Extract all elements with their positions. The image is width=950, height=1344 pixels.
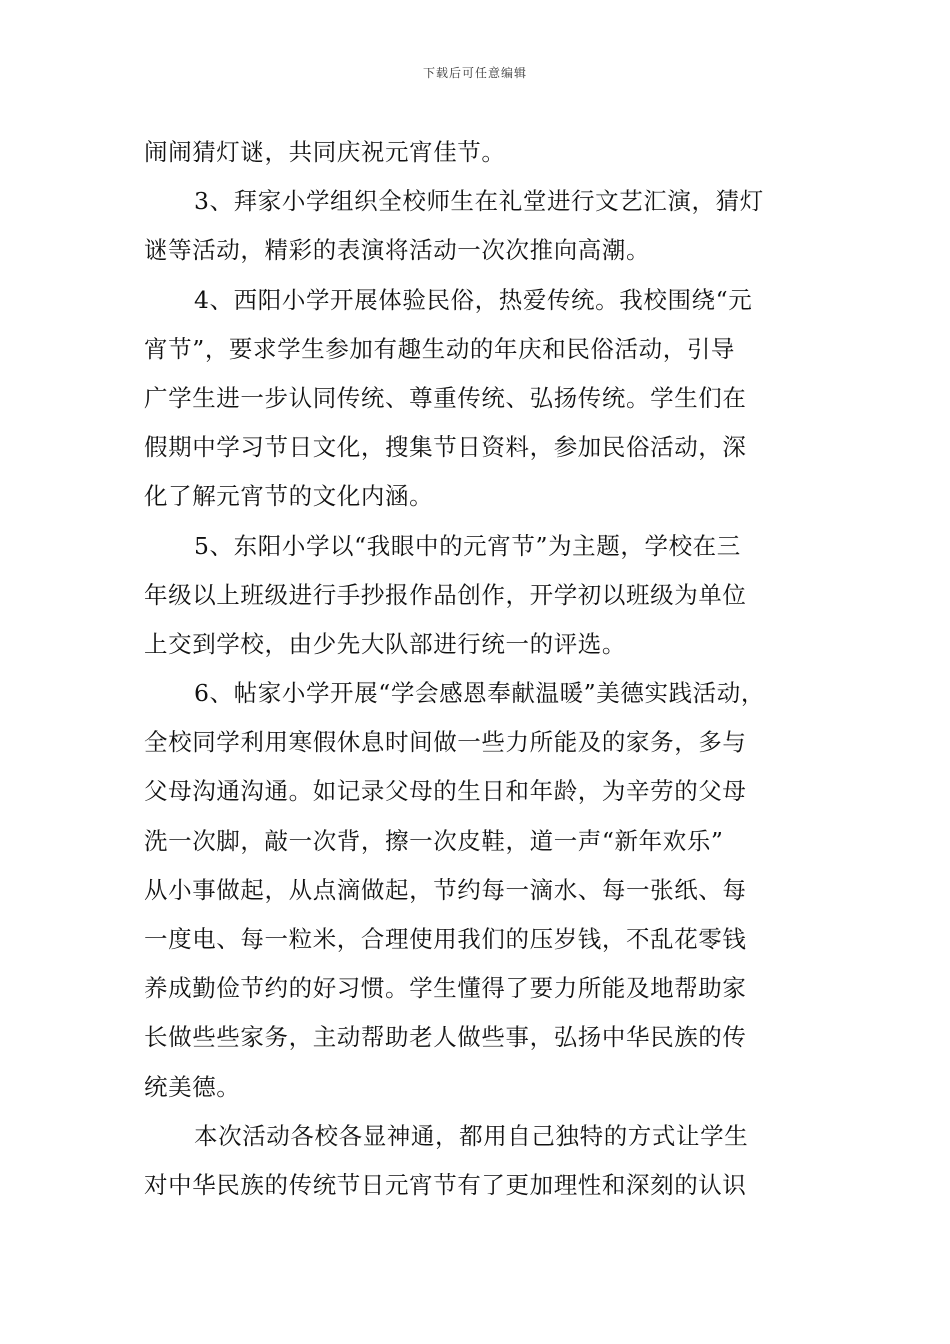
text-line: 闹闹猜灯谜，共同庆祝元宵佳节。 [144, 138, 506, 166]
text-line: 统美德。 [144, 1072, 241, 1101]
text-line: 对中华民族的传统节日元宵节有了更加理性和深刻的认识 [144, 1170, 747, 1199]
text-line: 长做些些家务，主动帮助老人做些事，弘扬中华民族的传 [144, 1023, 747, 1052]
text-line: 假期中学习节日文化，搜集节日资料，参加民俗活动，深 [144, 433, 747, 462]
document-body [144, 128, 816, 1210]
text-line: 年级以上班级进行手抄报作品创作，开学初以班级为单位 [144, 580, 747, 609]
text-line: 宵节”，要求学生参加有趣生动的年庆和民俗活动，引导 [144, 334, 736, 363]
page-header: 下载后可任意编辑 [422, 66, 527, 80]
text-line: 从小事做起，从点滴做起，节约每一滴水、每一张纸、每 [144, 875, 747, 904]
text-line: 4、西阳小学开展体验民俗，热爱传统。我校围绕“元 [194, 285, 753, 314]
text-line: 化了解元宵节的文化内涵。 [144, 482, 434, 511]
text-line: 全校同学利用寒假休息时间做一些力所能及的家务，多与 [144, 728, 747, 757]
text-line: 3、拜家小学组织全校师生在礼堂进行文艺汇演，猜灯 [194, 187, 764, 216]
text-line: 谜等活动，精彩的表演将活动一次次推向高潮。 [144, 236, 651, 265]
text-line: 广学生进一步认同传统、尊重传统、弘扬传统。学生们在 [144, 383, 747, 412]
text-line: 6、帖家小学开展“学会感恩奉献温暖”美德实践活动， [194, 679, 765, 708]
text-line: 养成勤俭节约的好习惯。学生懂得了要力所能及地帮助家 [144, 974, 747, 1003]
text-line: 上交到学校，由少先大队部进行统一的评选。 [144, 629, 626, 658]
text-line: 一度电、每一粒米，合理使用我们的压岁钱，不乱花零钱 [144, 925, 747, 953]
text-line: 洗一次脚，敲一次背，擦一次皮鞋，道一声“新年欢乐” [144, 826, 724, 855]
text-line: 5、东阳小学以“我眼中的元宵节”为主题，学校在三 [194, 531, 741, 560]
text-line: 父母沟通沟通。如记录父母的生日和年龄，为辛劳的父母 [144, 777, 747, 806]
text-line: 本次活动各校各显神通，都用自己独特的方式让学生 [194, 1121, 749, 1150]
